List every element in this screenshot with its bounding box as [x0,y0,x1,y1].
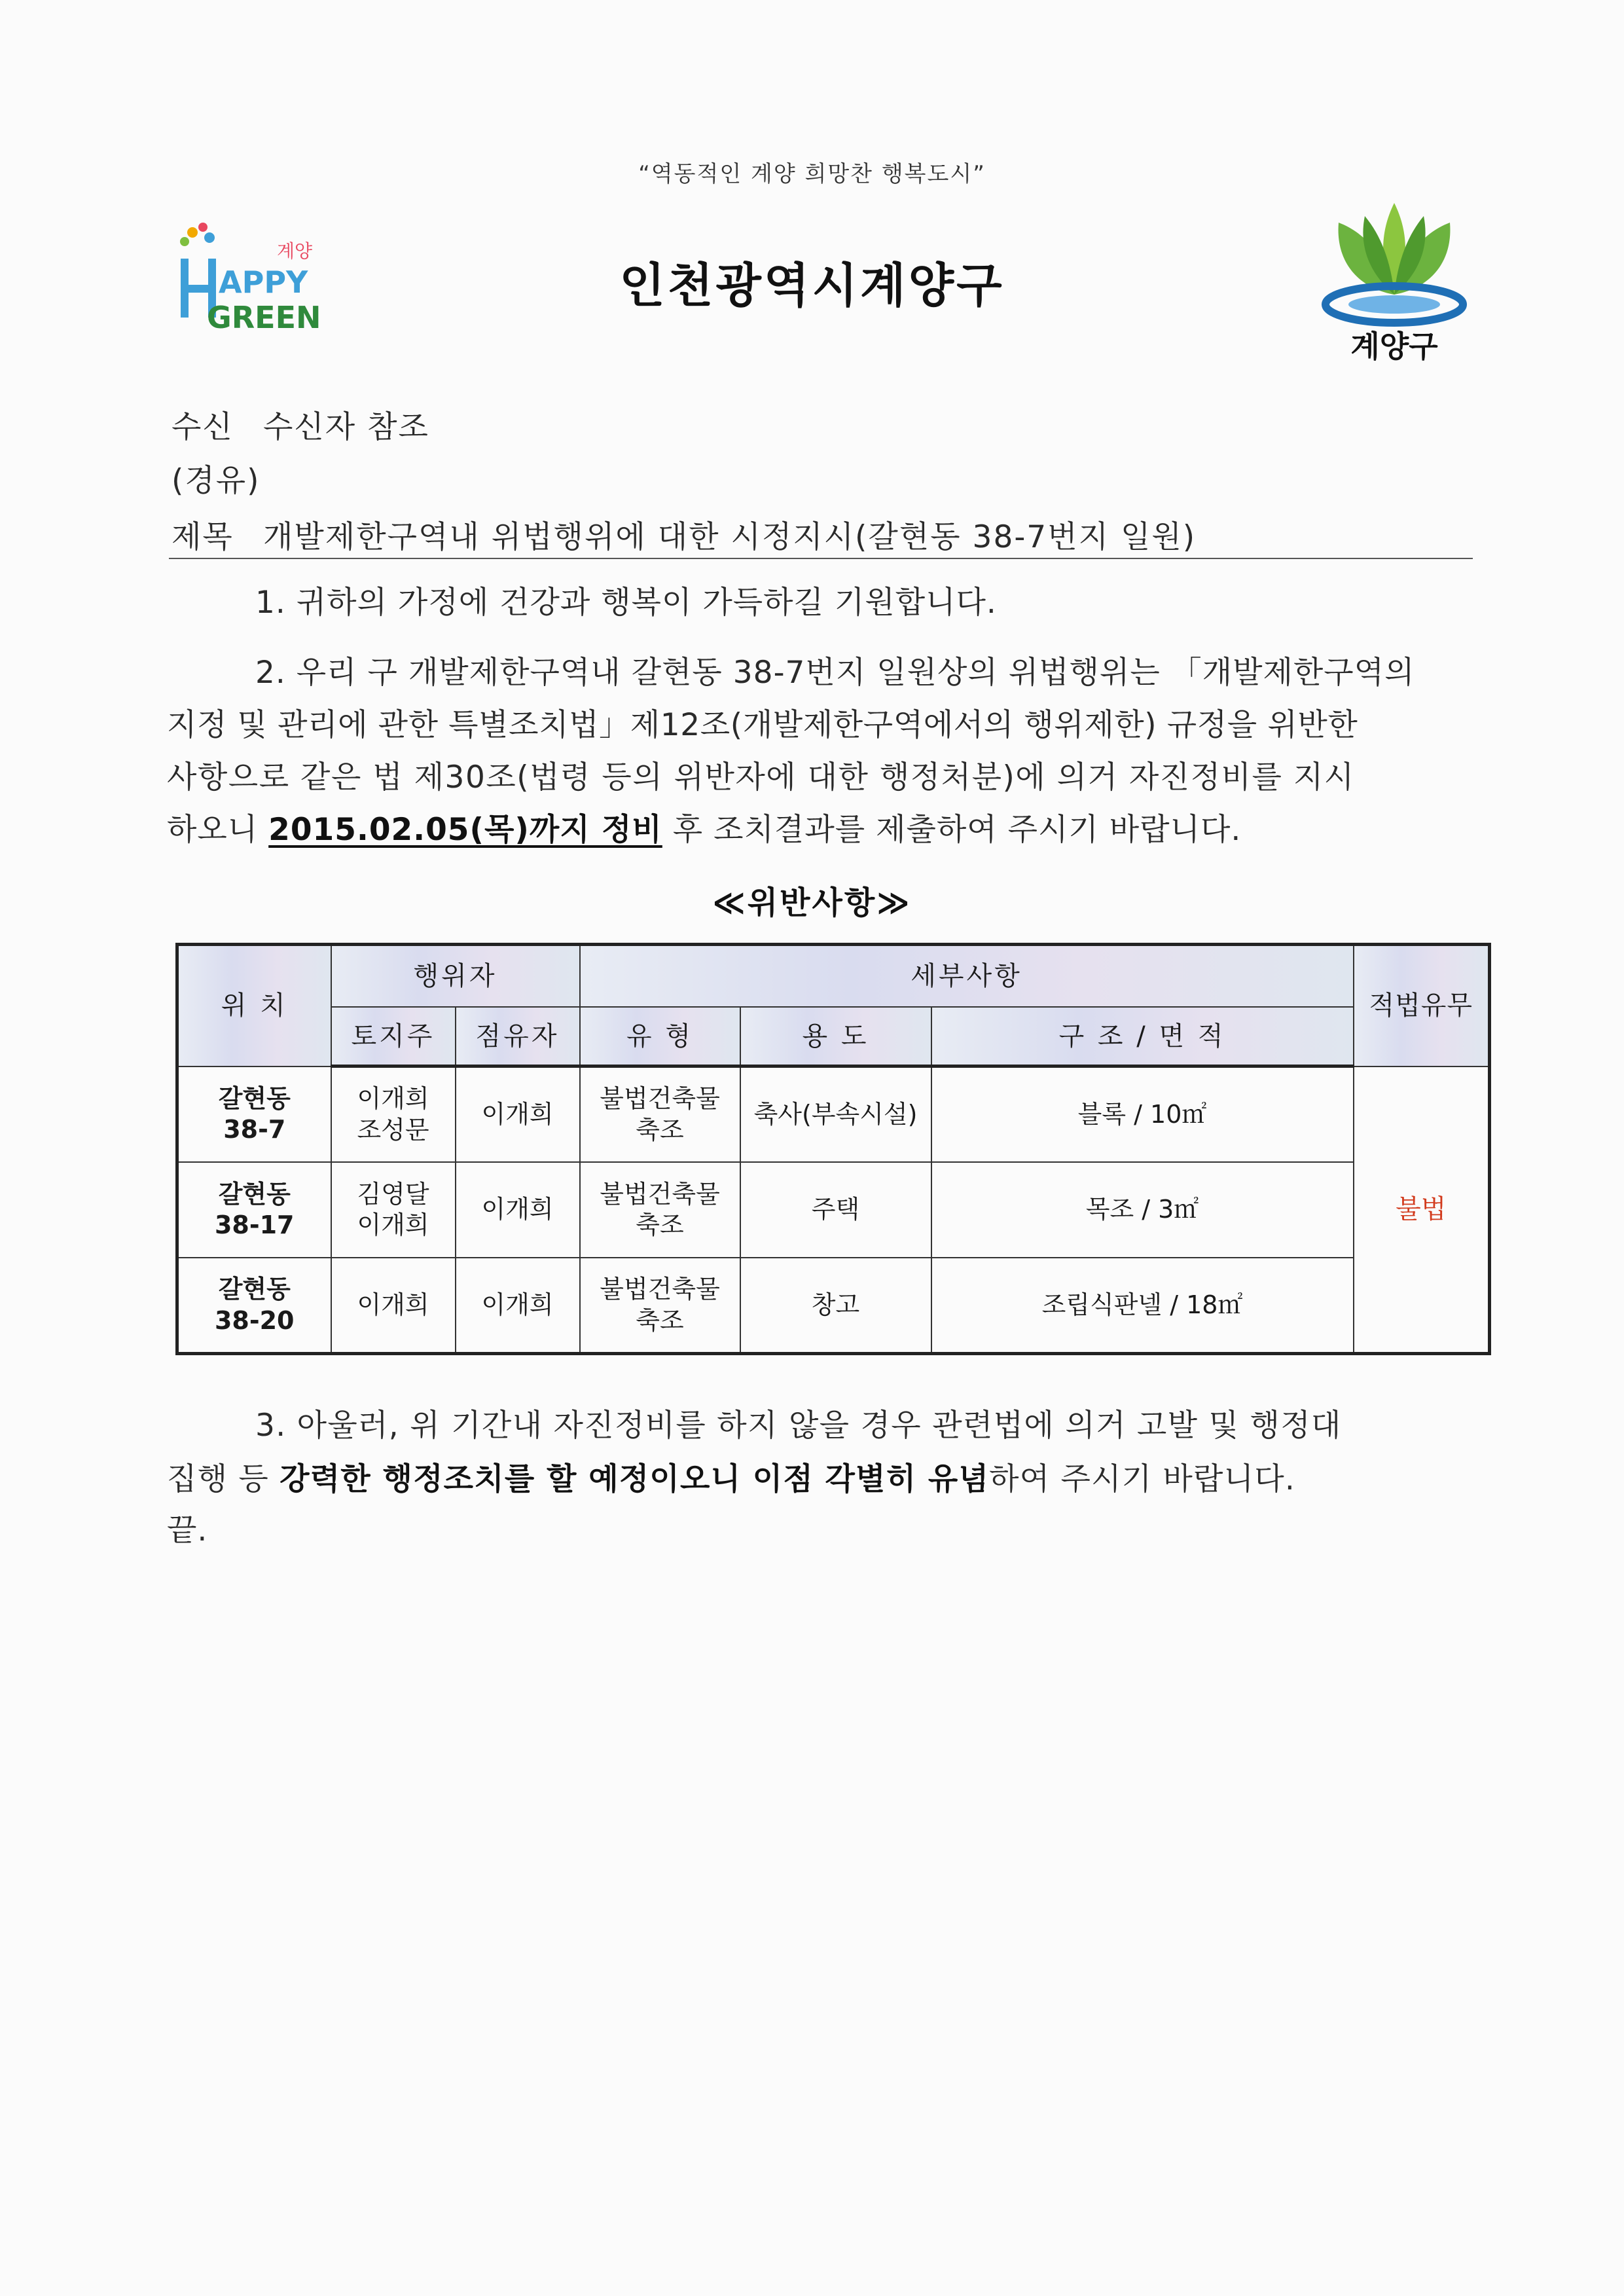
cell-type: 불법건축물 축조 [580,1162,740,1258]
violations-section-title: ≪위반사항≫ [712,884,912,921]
deadline-text: 2015.02.05(목)까지 정비 [268,812,662,848]
cell-use: 축사(부속시설) [740,1066,931,1162]
logo-text-green: GREEN [207,300,321,335]
paragraph-2-line-3: 사항으로 같은 법 제30조(법령 등의 위반자에 대한 행정처분)에 의거 자진정비를 지시 [167,759,1355,795]
paragraph-2-line-4-pre: 하오니 [167,812,269,848]
table-row [177,1258,1490,1353]
table-header-row-1 [177,945,1490,1008]
paragraph-1: 1. 귀하의 가정에 건강과 행복이 가득하길 기원합니다. [255,585,997,621]
subject-label: 제목 [171,519,234,555]
header-location: 위 치 [177,945,331,1066]
cell-type: 불법건축물 축조 [580,1066,740,1162]
paragraph-2-line-1: 2. 우리 구 개발제한구역내 갈현동 38-7번지 일원상의 위법행위는 「개발제한구역의 [255,655,1415,691]
header-divider [169,558,1473,559]
recipient-value: 수신자 참조 [263,409,429,445]
table-header-row-2 [177,1007,1490,1066]
cell-location: 갈현동 38-17 [177,1162,331,1258]
header-type: 유 형 [580,1007,740,1066]
subject-line [171,513,1196,556]
gyeyang-gu-emblem [1319,196,1470,367]
cell-location: 갈현동 38-7 [177,1066,331,1162]
cell-type: 불법건축물 축조 [580,1258,740,1353]
cell-legality: 불법 [1354,1066,1490,1354]
header-actor: 행위자 [331,945,580,1008]
paragraph-2-line-2: 지정 및 관리에 관한 특별조치법」제12조(개발제한구역에서의 행위제한) 규정을 위반한 [167,707,1358,743]
subject-value: 개발제한구역내 위법행위에 대한 시정지시(갈현동 38-7번지 일원) [263,519,1197,555]
slogan: “역동적인 계양 희망찬 행복도시” [638,161,986,187]
recipient-line [171,403,429,446]
header-use: 용 도 [740,1007,931,1066]
cell-occupant: 이개희 [456,1258,580,1353]
header-details: 세부사항 [580,945,1354,1008]
paragraph-2-line-4 [167,805,1241,849]
cell-occupant: 이개희 [456,1162,580,1258]
cell-structure: 목조 / 3㎡ [931,1162,1354,1258]
table-row [177,1162,1490,1258]
cell-owner: 이개희 [331,1258,456,1353]
recipient-label: 수신 [171,409,234,445]
via-line: (경유) [171,463,261,499]
violations-table [175,943,1491,1355]
cell-use: 창고 [740,1258,931,1353]
cell-structure: 조립식판넬 / 18㎡ [931,1258,1354,1353]
paragraph-2-line-4-post: 후 조치결과를 제출하여 주시기 바랍니다. [662,812,1242,848]
header-occupant: 점유자 [456,1007,580,1066]
paragraph-3-line-2-post: 하여 주시기 바랍니다. [989,1461,1295,1497]
warning-emphasis: 강력한 행정조치를 할 예정이오니 이점 각별히 유념 [280,1461,990,1497]
paragraph-3-line-1: 3. 아울러, 위 기간내 자진정비를 하지 않을 경우 관련법에 의거 고발 및 행정대 [255,1408,1342,1444]
gyeyang-leaf-icon [1319,196,1470,367]
cell-occupant: 이개희 [456,1066,580,1162]
header-structure: 구 조 / 면 적 [931,1007,1354,1066]
header-owner: 토지주 [331,1007,456,1066]
logo-text-gyeyang: 계양 [277,240,313,262]
closing-mark: 끝. [167,1512,208,1548]
cell-owner: 김영달 이개희 [331,1162,456,1258]
cell-location: 갈현동 38-20 [177,1258,331,1353]
paragraph-3-line-2 [167,1455,1295,1499]
cell-structure: 블록 / 10㎡ [931,1066,1354,1162]
paragraph-3-line-2-pre: 집행 등 [167,1461,280,1497]
cell-owner: 이개희 조성문 [331,1066,456,1162]
cell-use: 주택 [740,1162,931,1258]
organization-title: 인천광역시계양구 [619,258,1005,313]
header-legality: 적법유무 [1354,945,1490,1066]
emblem-text: 계양구 [1350,329,1438,364]
logo-text-appy: APPY [219,264,308,300]
table-row [177,1066,1490,1162]
